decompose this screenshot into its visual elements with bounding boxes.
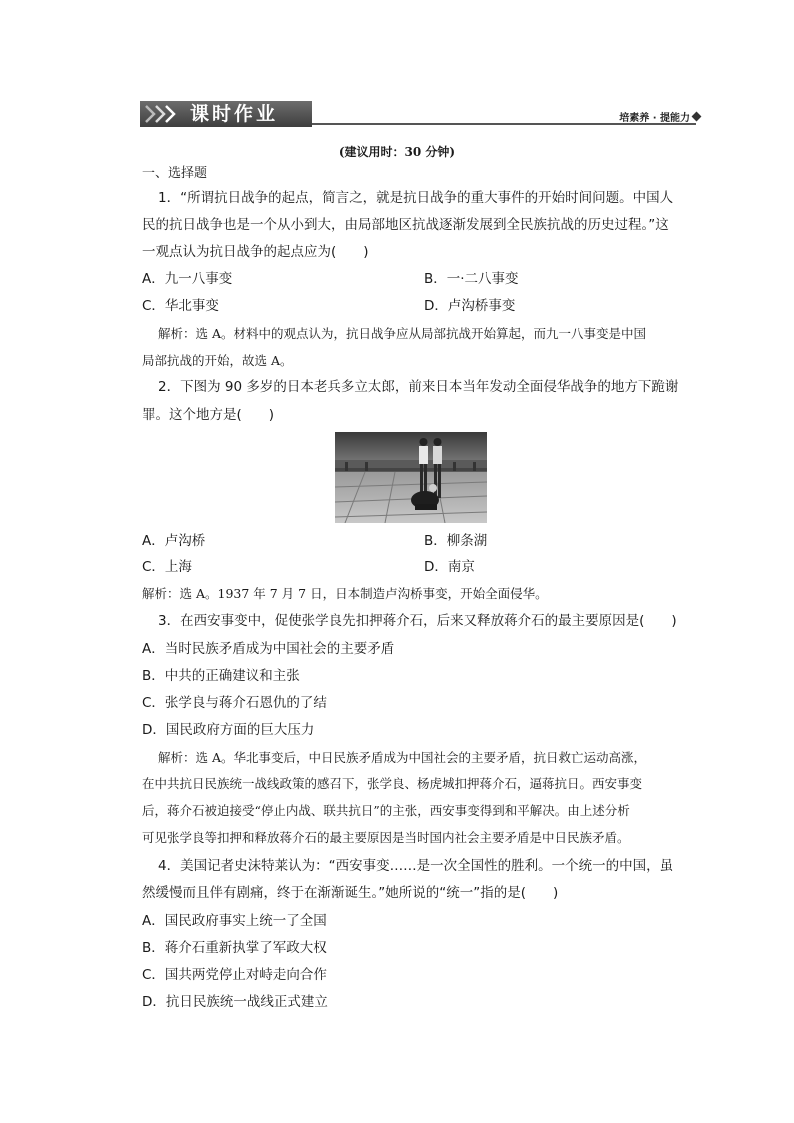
q3-analysis-line3: 后，蒋介石被迫接受“停止内战、联共抗日”的主张，西安事变得到和平解决。由上述分析 [142, 803, 630, 818]
q3-option-b: B．中共的正确建议和主张 [142, 668, 300, 684]
q4-option-d: D．抗日民族统一战线正式建立 [142, 994, 328, 1010]
chevron-right-icon [144, 104, 184, 124]
q4-stem-line1: 4．美国记者史沫特莱认为：“西安事变……是一次全国性的胜利。一个统一的中国，虽 [158, 858, 674, 874]
section-title: 一、选择题 [142, 166, 208, 181]
q3-analysis-line1: 解析：选 A。华北事变后，中日民族矛盾成为中国社会的主要矛盾，抗日救亡运动高涨， [158, 750, 647, 765]
q3-stem-line1: 3．在西安事变中，促使张学良先扣押蒋介石，后来又释放蒋介石的最主要原因是( ) [158, 613, 677, 629]
q1-option-a: A．九一八事变 [142, 271, 233, 287]
q4-stem-line2: 然缓慢而且伴有剧痛，终于在渐渐诞生。”她所说的“统一”指的是( ) [142, 885, 559, 901]
suggested-time: (建议用时：30 分钟) [338, 145, 456, 159]
q1-option-b: B．一·二八事变 [424, 271, 519, 287]
q3-analysis-line2: 在中共抗日民族统一战线政策的感召下，张学良、杨虎城扣押蒋介石，逼蒋抗日。西安事变 [142, 776, 643, 791]
q2-stem-line1: 2．下图为 90 多岁的日本老兵多立太郎，前来日本当年发动全面侵华战争的地方下跪谢 [158, 379, 679, 395]
q4-option-a: A．国民政府事实上统一了全国 [142, 913, 327, 929]
veteran-kneeling-photo [335, 432, 487, 523]
page-title: 课时作业 [190, 103, 279, 125]
q1-option-c: C．华北事变 [142, 298, 219, 314]
header-banner [140, 101, 700, 127]
q2-stem-line2: 罪。这个地方是( ) [142, 407, 275, 423]
q1-option-d: D．卢沟桥事变 [424, 298, 516, 314]
bridge-photo-illustration [335, 432, 487, 523]
q4-option-b: B．蒋介石重新执掌了军政大权 [142, 940, 327, 956]
q2-option-c: C．上海 [142, 559, 192, 575]
q4-option-c: C．国共两党停止对峙走向合作 [142, 967, 327, 983]
q3-analysis-line4: 可见张学良等扣押和释放蒋介石的最主要原因是当时国内社会主要矛盾是中日民族矛盾。 [142, 830, 630, 845]
q1-stem-line2: 民的抗日战争也是一个从小到大，由局部地区抗战逐渐发展到全民族抗战的历史过程。”这 [142, 217, 669, 233]
q1-analysis-line1: 解析：选 A。材料中的观点认为，抗日战争应从局部抗战开始算起，而九一八事变是中国 [158, 326, 647, 341]
q3-option-a: A．当时民族矛盾成为中国社会的主要矛盾 [142, 641, 395, 657]
header-title-bar [140, 101, 312, 127]
q1-stem-line1: 1．“所谓抗日战争的起点，简言之，就是抗日战争的重大事件的开始时间问题。中国人 [158, 190, 674, 206]
q2-option-d: D．南京 [424, 559, 475, 575]
q3-option-c: C．张学良与蒋介石恩仇的了结 [142, 695, 327, 711]
q2-option-a: A．卢沟桥 [142, 533, 206, 549]
diamond-icon [692, 112, 702, 122]
q3-option-d: D．国民政府方面的巨大压力 [142, 722, 315, 738]
q2-option-b: B．柳条湖 [424, 533, 488, 549]
q2-analysis-line1: 解析：选 A。1937 年 7 月 7 日，日本制造卢沟桥事变，开始全面侵华。 [142, 586, 548, 601]
q1-analysis-line2: 局部抗战的开始，故选 A。 [142, 353, 293, 368]
header-tag: 培素养 · 提能力 [619, 113, 690, 124]
q1-stem-line3: 一观点认为抗日战争的起点应为( ) [142, 244, 369, 260]
